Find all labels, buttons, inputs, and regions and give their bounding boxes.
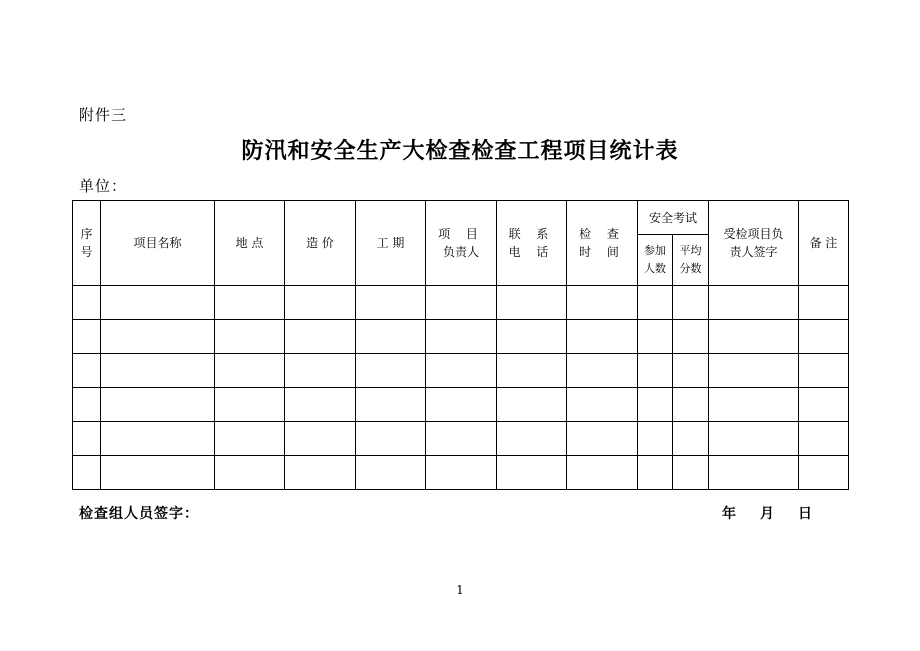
table-cell[interactable] xyxy=(356,286,426,320)
date-line xyxy=(722,503,812,523)
table-cell[interactable] xyxy=(426,354,497,388)
header-inspect-time-line1: 检 查 xyxy=(579,227,625,241)
table-cell[interactable] xyxy=(73,388,101,422)
table-cell[interactable] xyxy=(356,456,426,490)
table-cell[interactable] xyxy=(673,456,709,490)
header-inspect-time xyxy=(567,201,638,286)
header-signature-line1: 受检项目负 xyxy=(723,227,784,241)
header-participants xyxy=(638,235,673,286)
table-cell[interactable] xyxy=(567,422,638,456)
table-cell[interactable] xyxy=(638,456,673,490)
table-cell[interactable] xyxy=(215,320,285,354)
table-row xyxy=(73,354,849,388)
table-cell[interactable] xyxy=(101,286,215,320)
table-cell[interactable] xyxy=(709,354,799,388)
table-cell[interactable] xyxy=(638,320,673,354)
page-title: 防汛和安全生产大检查检查工程项目统计表 xyxy=(241,138,679,164)
table-cell[interactable] xyxy=(799,456,849,490)
header-manager xyxy=(426,201,497,286)
table-cell[interactable] xyxy=(709,286,799,320)
table-cell[interactable] xyxy=(673,422,709,456)
table-cell[interactable] xyxy=(673,286,709,320)
table-cell[interactable] xyxy=(567,388,638,422)
table-cell[interactable] xyxy=(356,422,426,456)
table-cell[interactable] xyxy=(799,354,849,388)
table-cell[interactable] xyxy=(567,320,638,354)
table-cell[interactable] xyxy=(215,388,285,422)
header-manager-line2: 负责人 xyxy=(442,245,479,259)
table-cell[interactable] xyxy=(356,354,426,388)
table-cell[interactable] xyxy=(215,286,285,320)
table-cell[interactable] xyxy=(709,320,799,354)
table-cell[interactable] xyxy=(101,456,215,490)
header-participants-line2: 人数 xyxy=(644,262,666,275)
page-number: 1 xyxy=(456,583,464,597)
table-cell[interactable] xyxy=(638,354,673,388)
table-cell[interactable] xyxy=(497,286,567,320)
table-cell[interactable] xyxy=(799,320,849,354)
table-cell[interactable] xyxy=(638,286,673,320)
table-cell[interactable] xyxy=(497,456,567,490)
table-cell[interactable] xyxy=(73,422,101,456)
table-cell[interactable] xyxy=(426,456,497,490)
table-cell[interactable] xyxy=(638,422,673,456)
header-signature-line2: 责人签字 xyxy=(729,245,778,259)
header-signature xyxy=(709,201,799,286)
table-body xyxy=(73,286,849,490)
table-cell[interactable] xyxy=(426,320,497,354)
header-contact-line1: 联 系 xyxy=(508,227,555,241)
table-cell[interactable] xyxy=(285,320,356,354)
table-row xyxy=(73,422,849,456)
header-duration: 工 期 xyxy=(356,201,426,286)
header-location: 地 点 xyxy=(215,201,285,286)
header-project-name: 项目名称 xyxy=(101,201,215,286)
header-avg-score xyxy=(673,235,709,286)
table-cell[interactable] xyxy=(285,286,356,320)
table-cell[interactable] xyxy=(709,422,799,456)
table-cell[interactable] xyxy=(285,388,356,422)
header-contact-line2: 电 话 xyxy=(508,245,555,259)
table-cell[interactable] xyxy=(799,388,849,422)
table-cell[interactable] xyxy=(567,354,638,388)
project-statistics-table xyxy=(72,200,849,490)
table-cell[interactable] xyxy=(101,354,215,388)
table-cell[interactable] xyxy=(673,320,709,354)
header-inspect-time-line2: 时 间 xyxy=(579,245,625,259)
table-cell[interactable] xyxy=(101,388,215,422)
header-serial-line2: 号 xyxy=(80,245,93,259)
table-cell[interactable] xyxy=(101,422,215,456)
header-serial xyxy=(73,201,101,286)
table-row xyxy=(73,456,849,490)
table-row xyxy=(73,320,849,354)
table-cell[interactable] xyxy=(567,456,638,490)
table-row xyxy=(73,388,849,422)
table-cell[interactable] xyxy=(215,422,285,456)
unit-label: 单位： xyxy=(79,177,128,195)
table-cell[interactable] xyxy=(73,286,101,320)
table-cell[interactable] xyxy=(497,388,567,422)
table-cell[interactable] xyxy=(497,320,567,354)
table-cell[interactable] xyxy=(73,320,101,354)
table-cell[interactable] xyxy=(799,422,849,456)
table-cell[interactable] xyxy=(673,354,709,388)
header-remarks: 备 注 xyxy=(799,201,849,286)
table-cell[interactable] xyxy=(709,456,799,490)
table-cell[interactable] xyxy=(215,354,285,388)
table-cell[interactable] xyxy=(356,388,426,422)
table-cell[interactable] xyxy=(285,456,356,490)
header-cost: 造 价 xyxy=(285,201,356,286)
table-row xyxy=(73,286,849,320)
table-cell[interactable] xyxy=(638,388,673,422)
header-avg-score-line2: 分数 xyxy=(679,262,702,275)
header-participants-line1: 参加 xyxy=(644,244,666,257)
table-cell[interactable] xyxy=(101,320,215,354)
table-cell[interactable] xyxy=(426,286,497,320)
table-cell[interactable] xyxy=(673,388,709,422)
header-safety-exam: 安全考试 xyxy=(638,201,709,235)
header-serial-line1: 序 xyxy=(80,227,93,241)
table-cell[interactable] xyxy=(73,354,101,388)
table-cell[interactable] xyxy=(285,422,356,456)
header-avg-score-line1: 平均 xyxy=(679,244,702,257)
table-cell[interactable] xyxy=(426,388,497,422)
table-cell[interactable] xyxy=(497,354,567,388)
table-cell[interactable] xyxy=(567,286,638,320)
day-label: 日 xyxy=(798,506,812,522)
month-label: 月 xyxy=(760,506,774,522)
table-cell[interactable] xyxy=(497,422,567,456)
table-cell[interactable] xyxy=(799,286,849,320)
inspectors-signature-label: 检查组人员签字： xyxy=(79,506,199,522)
table-cell[interactable] xyxy=(285,354,356,388)
year-label: 年 xyxy=(722,506,736,522)
table-cell[interactable] xyxy=(356,320,426,354)
header-manager-line1: 项 目 xyxy=(438,227,484,241)
table-cell[interactable] xyxy=(73,456,101,490)
table-cell[interactable] xyxy=(426,422,497,456)
header-contact xyxy=(497,201,567,286)
table-cell[interactable] xyxy=(709,388,799,422)
table-cell[interactable] xyxy=(215,456,285,490)
annex-label: 附件三 xyxy=(79,106,128,124)
